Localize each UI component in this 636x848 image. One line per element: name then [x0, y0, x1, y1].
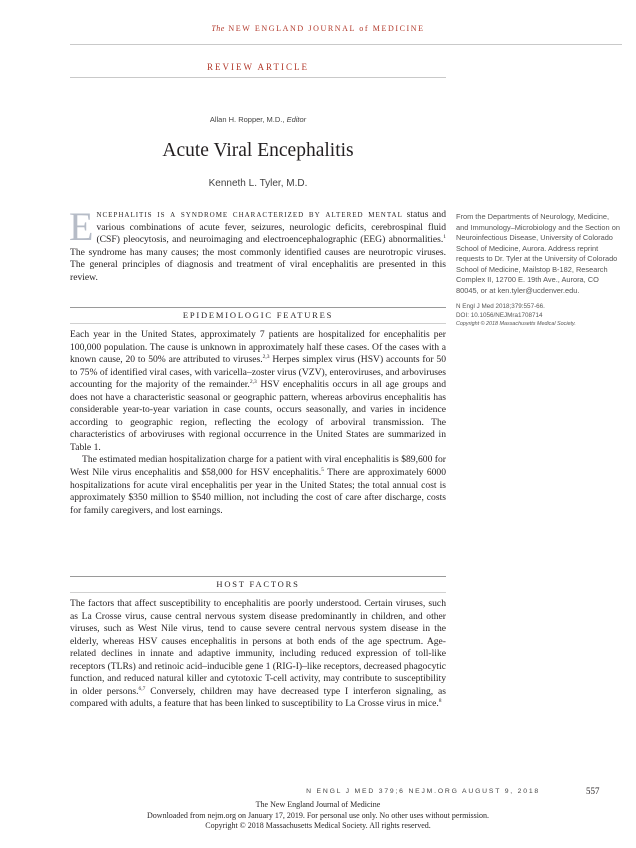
journal-header [0, 24, 636, 33]
section-rule-top [70, 307, 446, 308]
text-span: Each year in the United States, approximately 7 patients are hospitalized for encephalitis per 100,000 population. The cause is unknown in approximately half these cases. Of the cases with a known cause, 20 to 50% are attributed to viruses. [70, 329, 446, 366]
page-number: 557 [586, 786, 600, 796]
footer-journal: The New England Journal of Medicine [255, 800, 381, 809]
section-heading-epidemiology: EPIDEMIOLOGIC FEATURES [182, 310, 334, 320]
section-heading-host-factors: HOST FACTORS [216, 579, 300, 589]
doi: DOI: 10.1056/NEJMra1708714 [456, 312, 543, 319]
intro-paragraph [69, 204, 446, 284]
editor-line [70, 115, 446, 124]
host-factors-body [70, 598, 446, 711]
section-rule-bottom [70, 323, 446, 324]
citation-block [456, 302, 622, 329]
text-span: Conversely, children may have decreased type I interferon signaling, as compared with adults, a feature that has been linked to susceptibility to La Crosse virus in mice. [70, 685, 446, 710]
editor-role: Editor [286, 115, 307, 124]
epidemiology-body [70, 329, 446, 517]
ref-sup: 8 [438, 698, 442, 705]
download-footer [0, 800, 636, 832]
text-span: Herpes simplex virus (HSV) accounts for 50 to 75% of identified viral cases, with varicella–zoster virus (VZV), enteroviruses, and arboviruses accounting for the majority of the remainder. [70, 354, 447, 391]
text-span: HSV encephalitis occurs in all age groups and does not have a characteristic seasonal or geographic pattern, whereas arbovirus encephalitis has considerable year-to-year variation in case counts, occurs seasonally, and varies in incidence according to geographic region, reflecting the ecology of arboviral transmission. The characteristics of arboviruses with regional occurrence in the United States are summarized in Table 1. [70, 379, 447, 453]
ref-sup: 1 [443, 233, 446, 240]
intro-text: status and various combinations of acute fever, seizures, neurologic deficits, cerebrospinal fluid (CSF) pleocytosis, and neuroimaging and electroencephalographic (EEG) abnormalities. [96, 209, 446, 246]
ref-sup: 2,3 [262, 353, 270, 360]
affiliation-note: From the Departments of Neurology, Medicine, and Immunology–Microbiology and the Section on Neuroinfectious Disease, University of Colorado School of Medicine, Aurora. Address reprint requests to Dr. Tyler at the University of Colorado School of Medicine, Mailstop B-182, Research Complex II, 12700 E. 19th Ave., Aurora, CO 80045, or at ken.tyler@ucdenver.edu. [456, 212, 620, 295]
article-type: REVIEW ARTICLE [206, 62, 310, 72]
section-rule-top [70, 576, 446, 577]
journal-prefix: The [211, 24, 225, 33]
intro-text-2: The syndrome has many causes; the most commonly identified causes are neurotropic viruses. The general principles of diagnosis and treatment of viral encephalitis are presented in this review. [70, 246, 446, 283]
ref-sup: 6,7 [138, 685, 146, 692]
section-rule-bottom [70, 592, 446, 593]
footer-copyright: Copyright © 2018 Massachusetts Medical Society. All rights reserved. [205, 821, 431, 830]
text-span: There are approximately 6000 hospitalizations for acute viral encephalitis per year in the United States; the total annual cost is approximately $350 million to $540 million, not including the cost of care after discharge, costs for family caregivers, and lost earnings. [70, 467, 447, 516]
host-factors-paragraph [70, 598, 446, 711]
epidemiology-paragraph-2 [70, 454, 446, 517]
article-author: Kenneth L. Tyler, M.D. [208, 178, 308, 189]
footer-download-notice: Downloaded from nejm.org on January 17, 2019. For personal use only. No other uses without permission. [147, 810, 489, 820]
text-span: The factors that affect susceptibility to encephalitis are poorly understood. Certain viruses, such as La Crosse virus, cause central nervous system disease predominantly in children, and other viruses, such as West Nile virus, tend to cause severe central nervous system disease in the elderly, whereas HSV causes encephalitis in persons at both ends of the age spectrum. Age-related declines in innate and adaptive immunity, including reduced expression of toll-like receptors (TLRs) and retinoic acid–inducible gene 1 (RIG-I)–like receptors, decreased phagocytic function, and reduced natural killer and cytotoxic T-cell activity, may contribute to susceptibility in older persons. [70, 598, 446, 697]
citation: N Engl J Med 2018;379:557-66. [456, 303, 545, 310]
article-title: Acute Viral Encephalitis [162, 140, 354, 161]
ref-sup: 5 [321, 466, 324, 473]
header-rule [70, 44, 622, 45]
author-sidebar [456, 212, 622, 329]
ref-sup: 2,3 [249, 379, 257, 385]
journal-name: NEW ENGLAND JOURNAL of MEDICINE [228, 24, 425, 33]
epidemiology-paragraph-1 [70, 329, 446, 454]
article-type-rule [70, 77, 446, 78]
intro-lead: ncephalitis is a syndrome characterized by altered mental [96, 209, 403, 220]
editor-name: Allan H. Ropper, M.D., [209, 115, 285, 124]
copyright-note: Copyright © 2018 Massachusetts Medical Society. [456, 321, 576, 327]
drop-cap: E [69, 204, 94, 249]
text-span: The estimated median hospitalization charge for a patient with viral encephalitis is $89,600 for West Nile virus encephalitis and $58,000 for HSV encephalitis. [70, 454, 446, 479]
running-footer: N ENGL J MED 379;6 NEJM.ORG AUGUST 9, 2018 [306, 788, 540, 795]
